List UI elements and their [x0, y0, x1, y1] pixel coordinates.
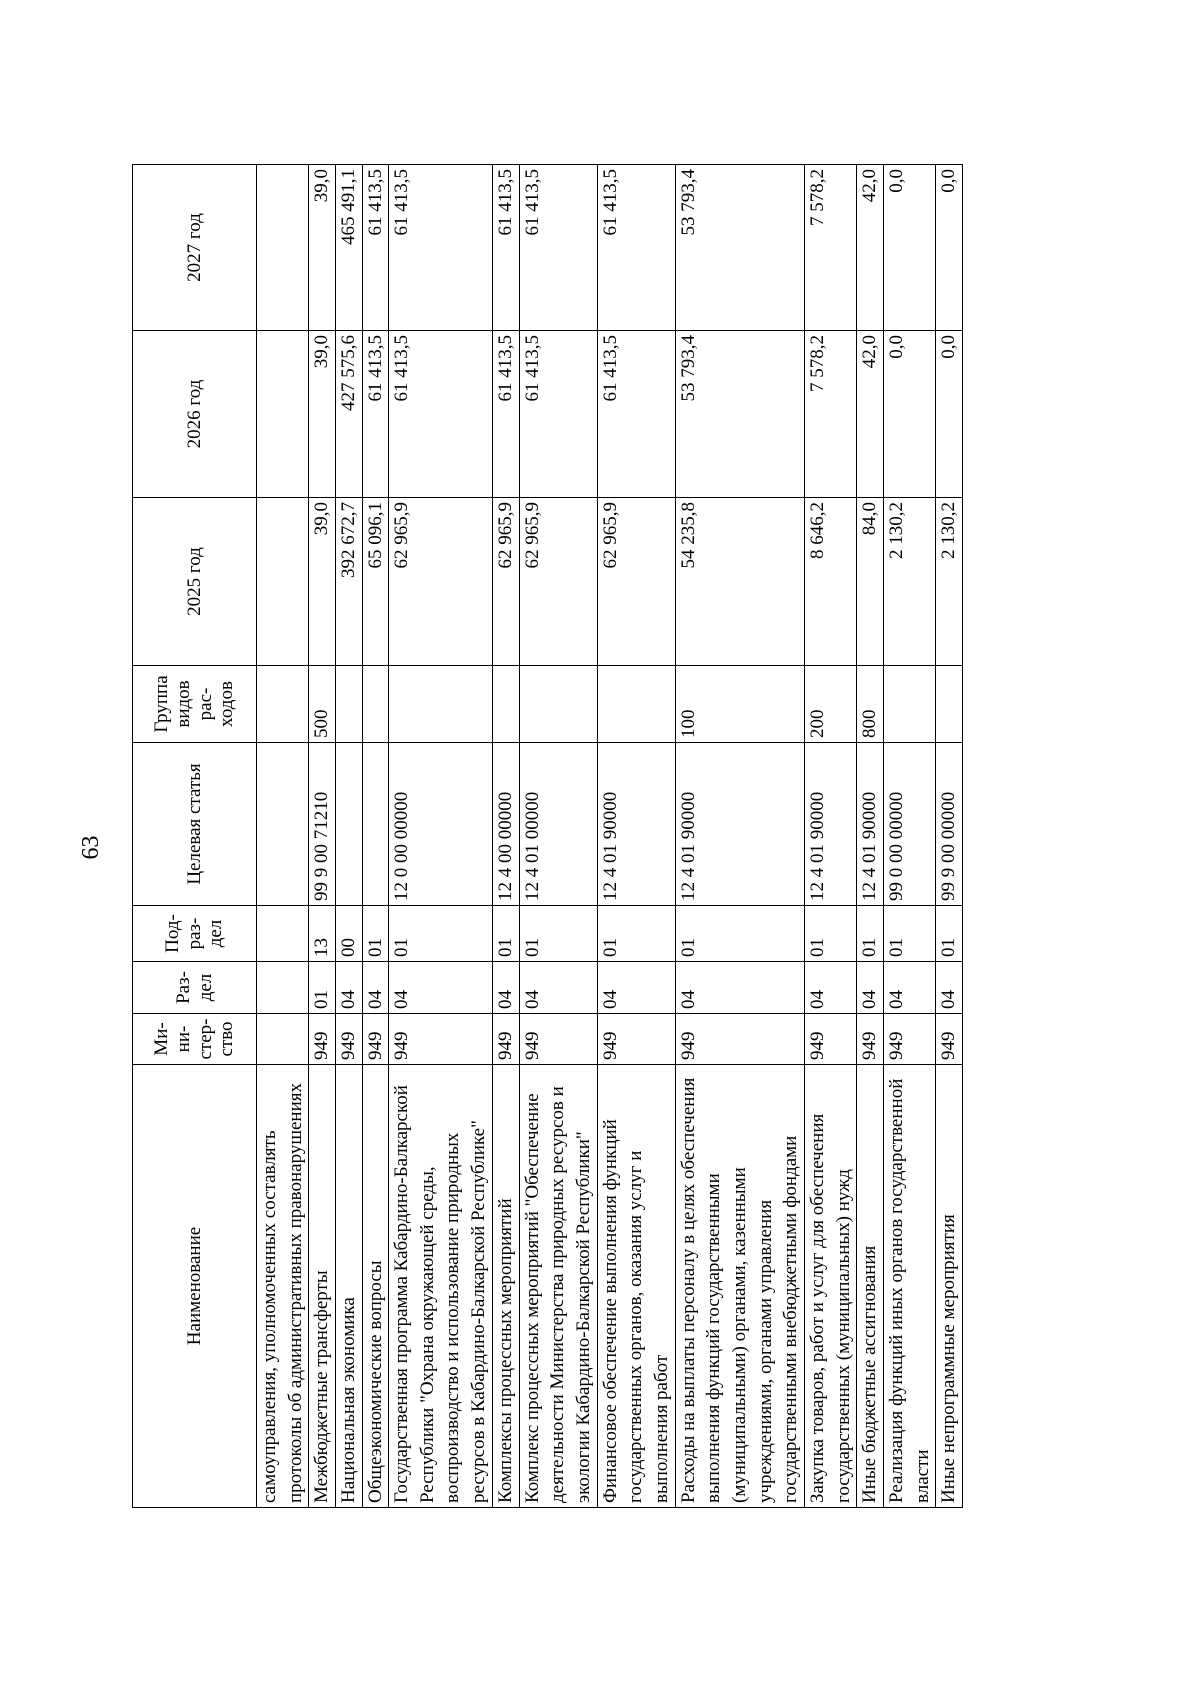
cell-2026: 61 413,5 [362, 331, 389, 498]
table-row [362, 165, 389, 1508]
cell-2027: 61 413,5 [597, 165, 675, 331]
table-body [257, 165, 963, 1508]
cell-target-article: 12 4 00 00000 [493, 743, 520, 906]
cell-name: Национальная экономика [335, 1065, 362, 1508]
cell-target-article: 99 9 00 71210 [309, 743, 336, 906]
cell-2026 [257, 331, 309, 498]
cell-expense-group [362, 666, 389, 743]
cell-ministry: 949 [597, 1014, 675, 1065]
cell-ministry: 949 [389, 1014, 493, 1065]
cell-expense-group [335, 666, 362, 743]
cell-section: 04 [389, 962, 493, 1014]
cell-section: 04 [362, 962, 389, 1014]
cell-2025: 62 965,9 [493, 498, 520, 666]
cell-ministry: 949 [335, 1014, 362, 1065]
cell-expense-group: 500 [309, 666, 336, 743]
cell-target-article: 12 0 00 00000 [389, 743, 493, 906]
cell-2027: 53 793,4 [675, 165, 804, 331]
cell-expense-group: 200 [805, 666, 857, 743]
cell-name: Иные непрограммные мероприятия [936, 1065, 963, 1508]
table-row [675, 165, 804, 1508]
cell-name: Расходы на выплаты персоналу в целях обеспечения выполнения функций государственными (муниципальными) органами, казенными учреждениями, органами управления государственными внебюджетными фондами [675, 1065, 804, 1508]
cell-2027: 465 491,1 [335, 165, 362, 331]
cell-subsection: 00 [335, 906, 362, 962]
cell-name: Государственная программа Кабардино-Балкарской Республики "Охрана окружающей среды, воспроизводство и использование природных ресурсов в Кабардино-Балкарской Республике" [389, 1065, 493, 1508]
cell-expense-group [493, 666, 520, 743]
cell-subsection: 01 [493, 906, 520, 962]
cell-ministry: 949 [519, 1014, 597, 1065]
cell-expense-group [257, 666, 309, 743]
cell-subsection: 01 [675, 906, 804, 962]
header-expense-group [133, 666, 257, 743]
table-header [133, 165, 257, 1508]
cell-2026: 61 413,5 [519, 331, 597, 498]
cell-ministry: 949 [362, 1014, 389, 1065]
table-row [389, 165, 493, 1508]
cell-2025: 62 965,9 [389, 498, 493, 666]
cell-name: Реализация функций иных органов государственной власти [883, 1065, 935, 1508]
cell-name: Закупка товаров, работ и услуг для обеспечения государственных (муниципальных) нужд [805, 1065, 857, 1508]
cell-section: 01 [309, 962, 336, 1014]
budget-table [132, 164, 963, 1508]
cell-2027: 7 578,2 [805, 165, 857, 331]
cell-section: 04 [805, 962, 857, 1014]
cell-2025: 392 672,7 [335, 498, 362, 666]
cell-name: Комплексы процессных мероприятий [493, 1065, 520, 1508]
table-row [857, 165, 884, 1508]
cell-section [257, 962, 309, 1014]
cell-ministry: 949 [883, 1014, 935, 1065]
header-subsection-text: Под- раз- дел [161, 914, 227, 953]
cell-section: 04 [597, 962, 675, 1014]
cell-2027: 61 413,5 [493, 165, 520, 331]
header-name: Наименование [133, 1065, 257, 1508]
cell-ministry [257, 1014, 309, 1065]
cell-name: Финансовое обеспечение выполнения функций государственных органов, оказания услуг и выполнения работ [597, 1065, 675, 1508]
cell-ministry: 949 [675, 1014, 804, 1065]
cell-ministry: 949 [857, 1014, 884, 1065]
cell-2027: 39,0 [309, 165, 336, 331]
page-number: 63 [78, 835, 104, 860]
cell-subsection: 01 [805, 906, 857, 962]
cell-2027: 0,0 [883, 165, 935, 331]
cell-section: 04 [335, 962, 362, 1014]
cell-2025: 54 235,8 [675, 498, 804, 666]
cell-subsection: 01 [857, 906, 884, 962]
cell-2025: 65 096,1 [362, 498, 389, 666]
cell-target-article: 12 4 01 00000 [519, 743, 597, 906]
cell-2025 [257, 498, 309, 666]
cell-subsection: 01 [362, 906, 389, 962]
cell-target-article [335, 743, 362, 906]
cell-name: самоуправления, уполномоченных составлять протоколы об административных правонарушениях [257, 1065, 309, 1508]
cell-expense-group [389, 666, 493, 743]
cell-target-article: 99 0 00 00000 [883, 743, 935, 906]
cell-target-article: 12 4 01 90000 [597, 743, 675, 906]
cell-2027: 42,0 [857, 165, 884, 331]
cell-ministry: 949 [936, 1014, 963, 1065]
table-row [597, 165, 675, 1508]
cell-target-article: 99 9 00 00000 [936, 743, 963, 906]
cell-2026: 61 413,5 [597, 331, 675, 498]
cell-subsection: 13 [309, 906, 336, 962]
cell-2026: 0,0 [936, 331, 963, 498]
cell-subsection: 01 [389, 906, 493, 962]
cell-ministry: 949 [309, 1014, 336, 1065]
header-expense-group-text: Группа видов рас- ходов [150, 675, 238, 733]
cell-name: Иные бюджетные ассигнования [857, 1065, 884, 1508]
header-subsection [133, 906, 257, 962]
header-ministry [133, 1014, 257, 1065]
cell-subsection: 01 [597, 906, 675, 962]
cell-2025: 2 130,2 [936, 498, 963, 666]
cell-expense-group [519, 666, 597, 743]
cell-2025: 8 646,2 [805, 498, 857, 666]
cell-target-article [362, 743, 389, 906]
cell-subsection [257, 906, 309, 962]
table-row [519, 165, 597, 1508]
cell-ministry: 949 [805, 1014, 857, 1065]
cell-section: 04 [857, 962, 884, 1014]
cell-subsection: 01 [936, 906, 963, 962]
cell-expense-group: 100 [675, 666, 804, 743]
cell-2025: 62 965,9 [597, 498, 675, 666]
cell-expense-group: 800 [857, 666, 884, 743]
cell-section: 04 [883, 962, 935, 1014]
cell-target-article: 12 4 01 90000 [805, 743, 857, 906]
cell-2026: 7 578,2 [805, 331, 857, 498]
header-2027: 2027 год [133, 165, 257, 331]
cell-name: Комплекс процессных мероприятий "Обеспечение деятельности Министерства природных ресурсов и экологии Кабардино-Балкарской Республики" [519, 1065, 597, 1508]
header-target-article: Целевая статья [133, 743, 257, 906]
cell-expense-group [936, 666, 963, 743]
table-row [805, 165, 857, 1508]
header-2026: 2026 год [133, 331, 257, 498]
cell-2026: 61 413,5 [389, 331, 493, 498]
cell-name: Межбюджетные трансферты [309, 1065, 336, 1508]
table-row [309, 165, 336, 1508]
cell-2026: 39,0 [309, 331, 336, 498]
header-section [133, 962, 257, 1014]
cell-target-article: 12 4 01 90000 [675, 743, 804, 906]
cell-name: Общеэкономические вопросы [362, 1065, 389, 1508]
cell-target-article: 12 4 01 90000 [857, 743, 884, 906]
cell-section: 04 [519, 962, 597, 1014]
cell-expense-group [883, 666, 935, 743]
cell-2025: 62 965,9 [519, 498, 597, 666]
cell-2027 [257, 165, 309, 331]
cell-2025: 84,0 [857, 498, 884, 666]
table-row [493, 165, 520, 1508]
cell-2025: 2 130,2 [883, 498, 935, 666]
cell-2027: 61 413,5 [519, 165, 597, 331]
cell-2026: 42,0 [857, 331, 884, 498]
cell-2025: 39,0 [309, 498, 336, 666]
header-section-text: Раз- дел [172, 971, 216, 1004]
table-row [883, 165, 935, 1508]
cell-subsection: 01 [519, 906, 597, 962]
cell-2026: 0,0 [883, 331, 935, 498]
cell-2027: 0,0 [936, 165, 963, 331]
cell-2026: 427 575,6 [335, 331, 362, 498]
cell-expense-group [597, 666, 675, 743]
cell-ministry: 949 [493, 1014, 520, 1065]
cell-section: 04 [493, 962, 520, 1014]
cell-subsection: 01 [883, 906, 935, 962]
table-row [936, 165, 963, 1508]
table-row [257, 165, 309, 1508]
cell-2027: 61 413,5 [389, 165, 493, 331]
cell-2026: 53 793,4 [675, 331, 804, 498]
cell-target-article [257, 743, 309, 906]
cell-section: 04 [675, 962, 804, 1014]
cell-section: 04 [936, 962, 963, 1014]
cell-2026: 61 413,5 [493, 331, 520, 498]
table-row [335, 165, 362, 1508]
cell-2027: 61 413,5 [362, 165, 389, 331]
header-ministry-text: Ми- ни- стер- ство [150, 1018, 238, 1060]
header-2025: 2025 год [133, 498, 257, 666]
